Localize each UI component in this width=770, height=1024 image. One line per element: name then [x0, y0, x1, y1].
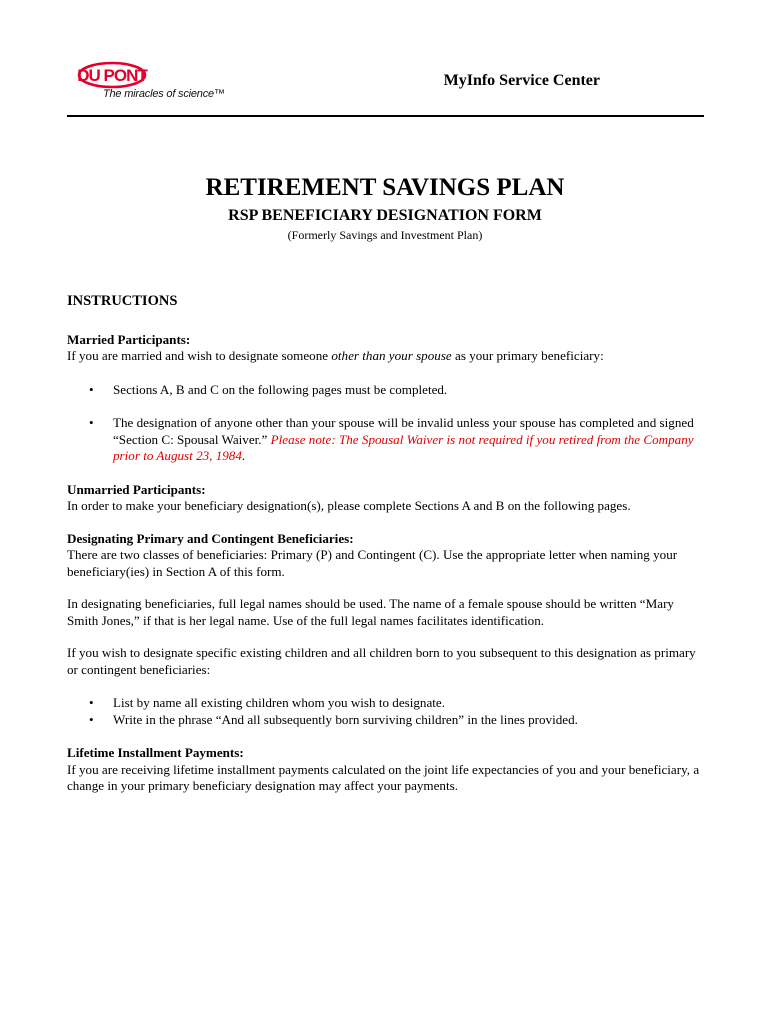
married-intro-end: as your primary beneficiary:	[451, 348, 604, 363]
bullet-icon: •	[89, 711, 94, 727]
list-item	[67, 415, 707, 465]
list-item-text: List by name all existing children whom you wish to designate.	[113, 695, 446, 710]
bullet-icon: •	[89, 381, 94, 397]
unmarried-participants-text: In order to make your beneficiary designation(s), please complete Sections A and B on the following pages.	[67, 498, 631, 513]
married-participants-intro	[67, 348, 707, 365]
dupont-logo-text: DU PONT	[77, 66, 147, 85]
lifetime-payments-heading: Lifetime Installment Payments:	[67, 745, 244, 760]
dupont-logo	[76, 58, 226, 108]
children-designation-list	[67, 695, 707, 728]
lifetime-payments-text: If you are receiving lifetime installment payments calculated on the joint life expectancies of you and your beneficiary, a change in your primary beneficiary designation may affect your payments.	[67, 761, 700, 793]
page-title: RETIREMENT SAVINGS PLAN	[205, 174, 565, 201]
unmarried-participants-heading: Unmarried Participants:	[67, 481, 206, 497]
instructions-section	[67, 293, 707, 795]
service-center-title: MyInfo Service Center	[443, 72, 600, 89]
list-item	[67, 712, 707, 729]
title-block	[0, 172, 770, 243]
form-title: RSP BENEFICIARY DESIGNATION FORM	[228, 207, 542, 224]
legal-names-text: In designating beneficiaries, full legal names should be used. The name of a female spouse should be written “Mary Smith Jones,” if that is her legal name. Use of the full legal names facilitates identification.	[67, 596, 674, 628]
children-designation-text: If you wish to designate specific existing children and all children born to you subsequent to this designation as primary or contingent beneficiaries:	[67, 645, 696, 677]
former-name-note: (Formerly Savings and Investment Plan)	[287, 228, 483, 242]
designating-beneficiaries-heading: Designating Primary and Contingent Beneficiaries:	[67, 530, 354, 546]
spousal-waiver-note: Please note: The Spousal Waiver is not required if you retired from the Company prior to August 23, 1984	[113, 431, 694, 463]
list-item	[67, 382, 707, 399]
list-item-text: The designation of anyone other than your spouse will be invalid unless your spouse has completed and signed “Section C: Spousal Waiver.”	[113, 415, 694, 447]
married-participants-heading: Married Participants:	[67, 331, 191, 347]
bullet-icon: •	[89, 415, 94, 430]
list-item-text-end: .	[241, 448, 246, 463]
married-requirements-list	[67, 382, 707, 465]
instructions-heading: INSTRUCTIONS	[67, 293, 178, 309]
beneficiary-classes-text: There are two classes of beneficiaries: Primary (P) and Contingent (C). Use the appropriate letter when naming your beneficiary(ies) in Section A of this form.	[67, 547, 678, 579]
list-item-text: Sections A, B and C on the following pages must be completed.	[113, 381, 448, 397]
bullet-icon: •	[89, 695, 94, 710]
list-item-text: Write in the phrase “And all subsequently born surviving children” in the lines provided.	[113, 711, 578, 727]
header-divider	[67, 115, 704, 117]
logo-tagline: The miracles of science™	[103, 88, 225, 100]
list-item	[67, 695, 707, 712]
married-intro-emphasis: other than your spouse	[331, 348, 452, 363]
married-intro-start: If you are married and wish to designate someone	[67, 348, 332, 363]
